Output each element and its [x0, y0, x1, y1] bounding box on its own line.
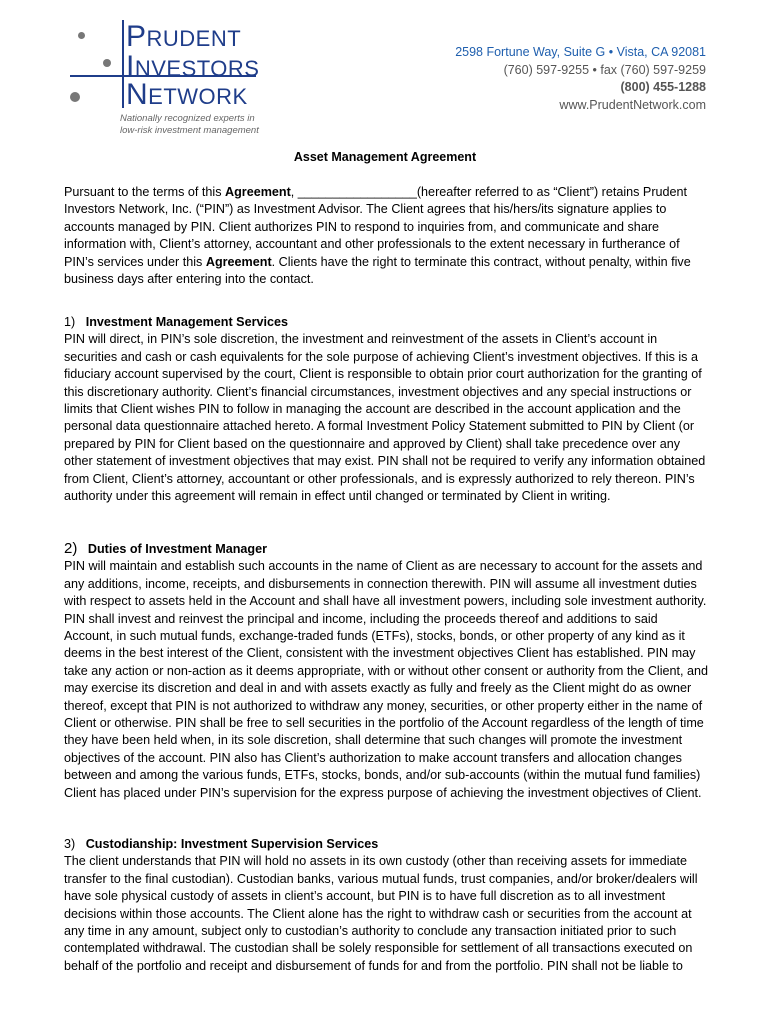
section-2	[64, 540, 709, 802]
section-1-heading: 1) Investment Management Services	[64, 315, 288, 329]
logo-dot-top	[78, 32, 85, 39]
contact-phones: (760) 597-9255 • fax (760) 597-9259	[503, 62, 706, 77]
company-logo	[62, 18, 272, 138]
section-2-heading: 2) Duties of Investment Manager	[64, 540, 267, 557]
logo-tagline-1: Nationally recognized experts in	[120, 113, 255, 124]
logo-word-prudent: PRUDENT	[126, 20, 242, 53]
logo-dot-bottom	[70, 92, 80, 102]
contact-block	[455, 44, 706, 114]
intro-paragraph: Pursuant to the terms of this Agreement, _________________(hereafter referred to as “Client”) retains Prudent Investors Network, Inc. (“PIN”) as Investment Advisor. The Client agrees that his/hers/its signature applies to accounts managed by PIN. Client authorizes PIN to respond to inquiries from, and communicate and share information with, Client’s attorney, accountant and other professionals to the extent necessary in furtherance of PIN’s services under this Agreement. Clients have the right to terminate this contract, without penalty, within five business days after entering into the contact.	[64, 185, 691, 287]
logo-vertical-rule	[122, 20, 124, 108]
logo-word-investors: INVESTORS	[126, 50, 260, 83]
section-2-body: PIN will maintain and establish such accounts in the name of Client as are necessary to account for the assets and any additions, income, receipts, and disbursements in connection therewith. PIN will assume all investment duties with respect to assets held in the Account and shall have all investment powers, including sole investment authority. PIN shall invest and reinvest the principal and income, including the proceeds thereof and additions to said Account, in such mutual funds, exchange-traded funds (ETFs), stocks, bonds, or other property of any kind as it deems in the best interest of the Client, consistent with the investment objectives Client has established. PIN may take any action or non-action as it deems appropriate, with or without other consent or authority from the Client, and may exercise its discretion and deal in and with assets exactly as fully and freely as the Client might do as owner thereof, except that PIN is not authorized to withdraw any money, securities, or other property either in the name of Client or otherwise. PIN shall be free to sell securities in the portfolio of the Account regardless of the length of time they have been held when, in its sole discretion, shall determine that such changes will promote the investment objectives of the account. PIN also has Client’s authorization to make account transfers and allocation changes between and among the various funds, ETFs, stocks, bonds, and/or sub-accounts (within the mutual fund families) Client has placed under PIN’s supervision for the express purpose of achieving the investment objectives of Client.	[64, 559, 709, 800]
section-1-body: PIN will direct, in PIN’s sole discretion, the investment and reinvestment of the assets in Client’s account in securities and cash or cash equivalents for the sole purpose of achieving Client’s investment objectives. If this is a fiduciary account supervised by the court, Client is responsible to obtain prior court authorization for the granting of this discretionary authority. Client’s financial circumstances, investment objectives and any special instructions or limits that Client wishes PIN to follow in managing the account are described in the account application and the personal data questionnaire attached hereto. A formal Investment Policy Statement submitted to PIN by Client (or prepared by PIN for Client based on the questionnaire and approved by Client) shall take precedence over any other statement of investment objectives that may exist. PIN shall not be required to verify any information obtained from Client, Client’s attorney, accountant or other professionals, and is expressly authorized to rely thereon. PIN’s authority under this agreement will remain in effect until changed or terminated by Client in writing.	[64, 332, 706, 504]
section-3-heading: 3) Custodianship: Investment Supervision Services	[64, 837, 379, 851]
logo-word-network: NETWORK	[126, 78, 248, 111]
section-1	[64, 314, 709, 505]
document-title: Asset Management Agreement	[293, 150, 477, 164]
contact-website: www.PrudentNetwork.com	[559, 97, 706, 112]
logo-tagline-2: low-risk investment management	[120, 125, 259, 136]
contact-address: 2598 Fortune Way, Suite G • Vista, CA 92081	[455, 45, 706, 59]
logo-dot-middle	[103, 59, 111, 67]
section-3	[64, 836, 709, 975]
contact-toll-free: (800) 455-1288	[620, 80, 706, 94]
section-3-body: The client understands that PIN will hold no assets in its own custody (other than receiving assets for immediate transfer to the final custodian). Custodian banks, various mutual funds, trust companies, and/or broker/dealers will have sole physical custody of assets in client’s account, but PIN is to have full discretion as to all investment decisions within those accounts. The Client alone has the right to withdraw cash or securities from the account at any time in any amount, subject only to custodian’s authority to conclude any transaction initiated prior to such contemplated withdrawal. The custodian shall be solely responsible for settlement of all transactions executed on behalf of the portfolio and receipt and disbursement of funds for and from the portfolio. PIN shall not be liable to	[64, 854, 698, 973]
